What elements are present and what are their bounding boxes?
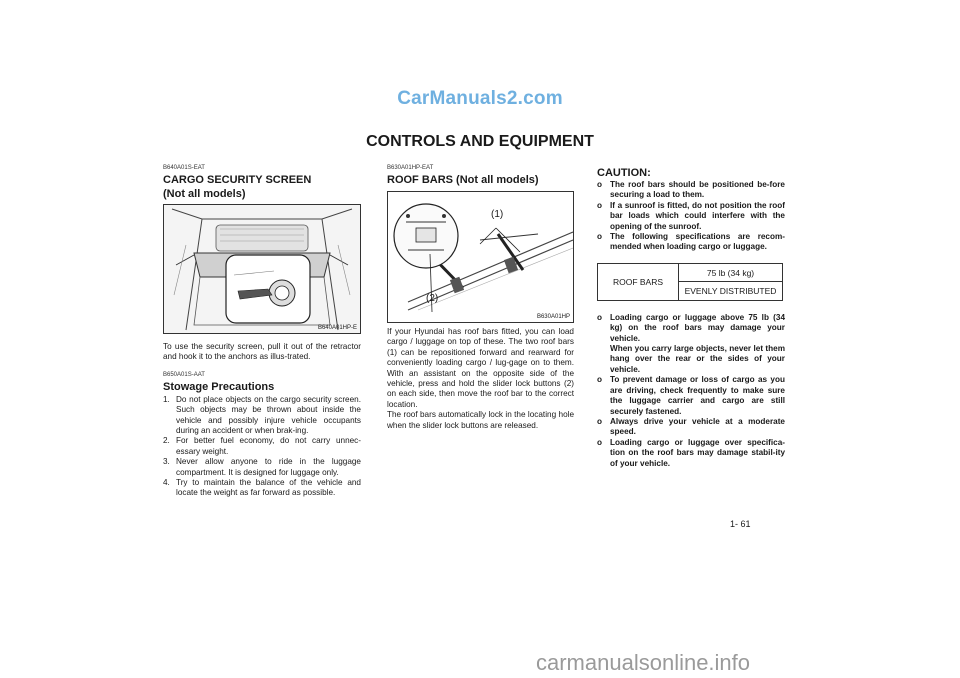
roof-bars-illustration bbox=[388, 192, 573, 322]
watermark-bottom: carmanualsonline.info bbox=[536, 650, 751, 675]
list-item: o Loading cargo or luggage over specifica-tion on the roof bars may damage stabil-ity of your vehicle. bbox=[597, 437, 785, 468]
list-item: o The roof bars should be positioned be-fore securing a load to them. bbox=[597, 180, 785, 200]
roof-bars-text: If your Hyundai has roof bars fitted, you can load cargo / luggage on top of these. The two roof bars (1) can be repositioned forward and rearward for conveniently loading cargo / lug-gage on to them. With an assistant on the opposite side of the vehicle, press and hold the slider lock buttons (2) on each side, then move the roof bar to the correct location. bbox=[387, 327, 574, 409]
right-column bbox=[597, 166, 785, 469]
figure-code: B630A01HP bbox=[536, 314, 570, 320]
callout-1: (1) bbox=[491, 209, 504, 220]
spec-value: 75 lb (34 kg) bbox=[679, 263, 783, 282]
page-number: 1- 61 bbox=[730, 519, 751, 529]
page-header: CONTROLS AND EQUIPMENT bbox=[366, 133, 594, 150]
list-item: o To prevent damage or loss of cargo as you are driving, check frequently to make sure the luggage carrier and cargo are still securely fastened. bbox=[597, 375, 785, 416]
spec-label: ROOF BARS bbox=[598, 263, 679, 300]
callout-2: (2) bbox=[426, 293, 439, 304]
middle-column bbox=[387, 165, 574, 431]
spec-table bbox=[597, 263, 783, 301]
stowage-list bbox=[163, 395, 361, 499]
cargo-screen-figure bbox=[163, 204, 361, 334]
warning-list bbox=[597, 313, 785, 469]
section-code: B640A01S-EAT bbox=[163, 165, 205, 171]
section-code-2: B650A01S-AAT bbox=[163, 371, 205, 378]
caution-title: CAUTION: bbox=[597, 167, 651, 179]
stowage-title: Stowage Precautions bbox=[163, 380, 275, 393]
watermark-top: CarManuals2.com bbox=[397, 88, 563, 109]
section-title: ROOF BARS (Not all models) bbox=[387, 174, 539, 186]
list-item: o Loading cargo or luggage above 75 lb (34 kg) on the roof bars may damage your vehicle. When you carry large objects, never let them hang over the rear or the sides of your vehicle. bbox=[597, 312, 785, 374]
figure-code: B640A01HP-E bbox=[317, 325, 357, 331]
caution-list bbox=[597, 180, 785, 253]
spec-note: EVENLY DISTRIBUTED bbox=[679, 282, 783, 301]
section-code: B630A01HP-EAT bbox=[387, 165, 434, 171]
list-item: 4. Try to maintain the balance of the vehicle and locate the weight as far forward as possible. bbox=[163, 478, 361, 498]
list-item: 2. For better fuel economy, do not carry unnec-essary weight. bbox=[163, 436, 361, 456]
list-item: o Always drive your vehicle at a moderate speed. bbox=[597, 416, 785, 437]
section-title-sub: (Not all models) bbox=[163, 188, 246, 200]
list-item: 3. Never allow anyone to ride in the luggage compartment. It is designed for luggage only. bbox=[163, 457, 361, 477]
list-item: o If a sunroof is fitted, do not position the roof bar loads which could interfere with the opening of the sunroof. bbox=[597, 200, 785, 231]
left-column bbox=[163, 165, 361, 499]
list-item: o The following specifications are recom-mended when loading cargo or luggage. bbox=[597, 232, 785, 252]
roof-bars-text-2: The roof bars automatically lock in the locating hole when the slider lock buttons are released. bbox=[387, 410, 574, 430]
section-title: CARGO SECURITY SCREEN bbox=[163, 174, 312, 186]
roof-bars-figure bbox=[387, 191, 574, 323]
cargo-screen-illustration bbox=[164, 205, 360, 333]
list-item: 1. Do not place objects on the cargo security screen. Such objects may be thrown about inside the vehicle and possibly injure vehicle occupants during an accident or when brak-ing. bbox=[163, 394, 361, 436]
security-screen-text: To use the security screen, pull it out of the retractor and hook it to the anchors as illus-trated. bbox=[163, 342, 361, 362]
